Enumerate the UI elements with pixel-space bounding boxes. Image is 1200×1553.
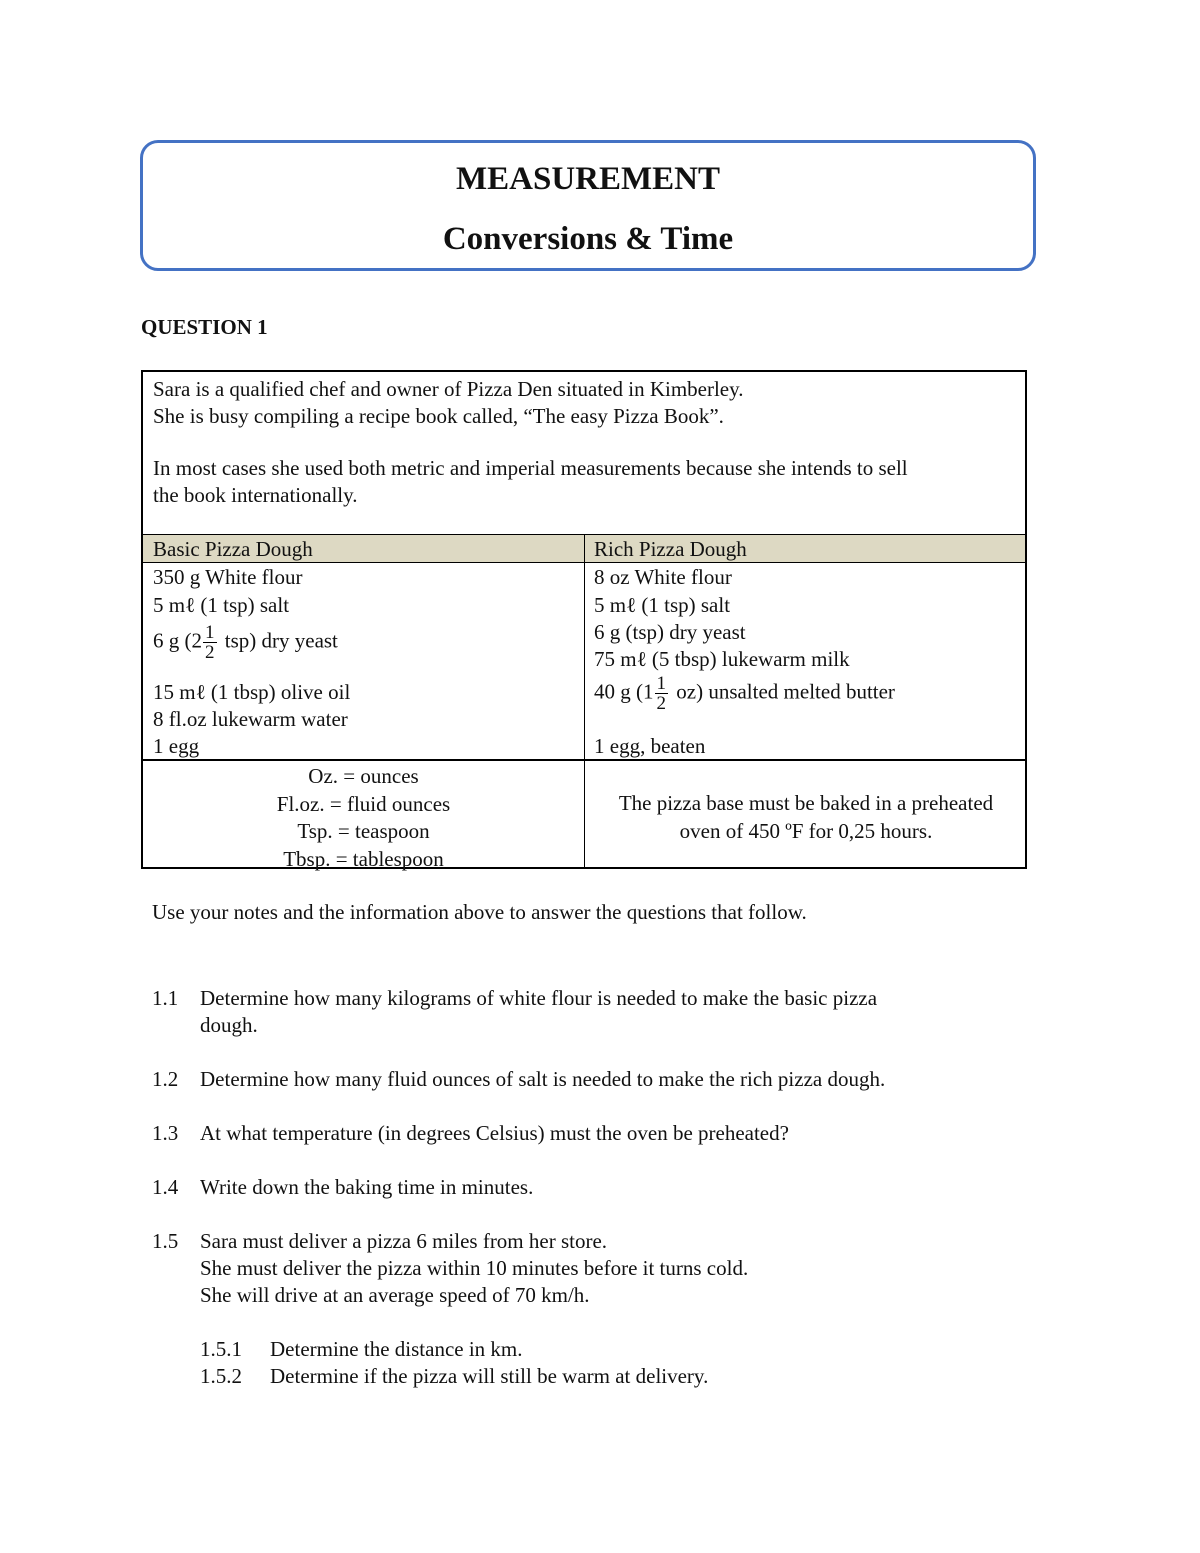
fraction-numerator: 1 bbox=[205, 622, 215, 643]
intro-line: In most cases she used both metric and imperial measurements because she intends to sell bbox=[153, 456, 908, 480]
basic-ingredient-fraction bbox=[153, 623, 338, 662]
abbreviation: Fl.oz. = fluid ounces bbox=[276, 791, 451, 816]
rich-ingredient: 5 mℓ (1 tsp) salt bbox=[594, 593, 731, 617]
rich-ingredient-fraction bbox=[594, 674, 895, 713]
fraction-denominator: 2 bbox=[205, 642, 215, 663]
basic-ingredient: 5 mℓ (1 tsp) salt bbox=[153, 593, 290, 617]
question-text: Determine the distance in km. bbox=[270, 1337, 523, 1361]
intro-text bbox=[153, 376, 1013, 509]
fraction-denominator: 2 bbox=[656, 693, 666, 714]
question-text bbox=[200, 985, 1020, 1039]
fraction-numerator: 1 bbox=[656, 673, 666, 694]
abbreviation: Tsp. = teaspoon bbox=[297, 819, 430, 843]
intro-line: the book internationally. bbox=[153, 483, 358, 507]
abbreviations-list bbox=[143, 763, 584, 873]
question-heading: QUESTION 1 bbox=[141, 315, 268, 339]
question-number: 1.5 bbox=[152, 1229, 179, 1253]
info-table bbox=[141, 370, 1027, 869]
question-text: Determine how many fluid ounces of salt is needed to make the rich pizza dough. bbox=[200, 1067, 886, 1091]
rich-ingredient: 75 mℓ (5 tbsp) lukewarm milk bbox=[594, 647, 850, 671]
fraction bbox=[203, 623, 217, 662]
question-item bbox=[152, 1120, 1032, 1150]
baking-note-line: The pizza base must be baked in a preheated bbox=[618, 791, 994, 815]
basic-ingredient-prefix: 6 g (2 bbox=[153, 628, 202, 653]
question-text: Determine if the pizza will still be warm at delivery. bbox=[270, 1364, 709, 1388]
question-item bbox=[152, 985, 1032, 1045]
abbreviation: Tbsp. = tablespoon bbox=[283, 846, 444, 871]
question-line: Determine how many kilograms of white flour is needed to make the basic pizza bbox=[200, 986, 878, 1010]
intro-line: She is busy compiling a recipe book called, “The easy Pizza Book”. bbox=[153, 404, 724, 428]
baking-note bbox=[585, 790, 1027, 845]
question-text: At what temperature (in degrees Celsius) must the oven be preheated? bbox=[200, 1121, 789, 1145]
rich-ingredient: 8 oz White flour bbox=[594, 565, 732, 589]
rich-ingredient: 6 g (tsp) dry yeast bbox=[594, 620, 746, 644]
question-line: She will drive at an average speed of 70 km/h. bbox=[200, 1283, 590, 1307]
basic-ingredient-suffix: tsp) dry yeast bbox=[224, 628, 338, 653]
basic-ingredient: 8 fl.oz lukewarm water bbox=[153, 707, 348, 731]
rich-ingredient: 1 egg, beaten bbox=[594, 734, 706, 758]
basic-ingredient: 1 egg bbox=[153, 734, 200, 758]
question-line: She must deliver the pizza within 10 minutes before it turns cold. bbox=[200, 1256, 749, 1280]
page-subtitle: Conversions & Time bbox=[442, 221, 734, 257]
intro-line: Sara is a qualified chef and owner of Pizza Den situated in Kimberley. bbox=[153, 377, 744, 401]
instruction-text: Use your notes and the information above to answer the questions that follow. bbox=[152, 900, 807, 924]
question-item bbox=[152, 1174, 1032, 1204]
baking-note-line: oven of 450 ºF for 0,25 hours. bbox=[679, 818, 933, 843]
page-title: MEASUREMENT bbox=[455, 161, 721, 197]
fraction bbox=[655, 674, 669, 713]
basic-ingredient: 350 g White flour bbox=[153, 565, 303, 589]
title-box bbox=[140, 140, 1036, 271]
rich-ingredient-suffix: oz) unsalted melted butter bbox=[676, 679, 895, 704]
question-line: Sara must deliver a pizza 6 miles from her store. bbox=[200, 1229, 608, 1253]
question-item bbox=[152, 1228, 1032, 1313]
question-number: 1.4 bbox=[152, 1175, 179, 1199]
question-text: Write down the baking time in minutes. bbox=[200, 1175, 534, 1199]
basic-ingredient: 15 mℓ (1 tbsp) olive oil bbox=[153, 680, 351, 704]
question-item bbox=[152, 1066, 1032, 1096]
rich-dough-heading: Rich Pizza Dough bbox=[594, 537, 747, 561]
question-line: dough. bbox=[200, 1013, 258, 1037]
question-text bbox=[200, 1228, 1020, 1309]
sub-question-item bbox=[200, 1363, 1030, 1393]
question-number: 1.5.2 bbox=[200, 1364, 242, 1388]
basic-dough-heading: Basic Pizza Dough bbox=[153, 537, 313, 561]
question-number: 1.2 bbox=[152, 1067, 179, 1091]
question-number: 1.5.1 bbox=[200, 1337, 242, 1361]
question-number: 1.3 bbox=[152, 1121, 179, 1145]
sub-question-item bbox=[200, 1336, 1030, 1366]
abbreviation: Oz. = ounces bbox=[308, 764, 419, 788]
rich-ingredient-prefix: 40 g (1 bbox=[594, 679, 654, 704]
question-number: 1.1 bbox=[152, 986, 179, 1010]
